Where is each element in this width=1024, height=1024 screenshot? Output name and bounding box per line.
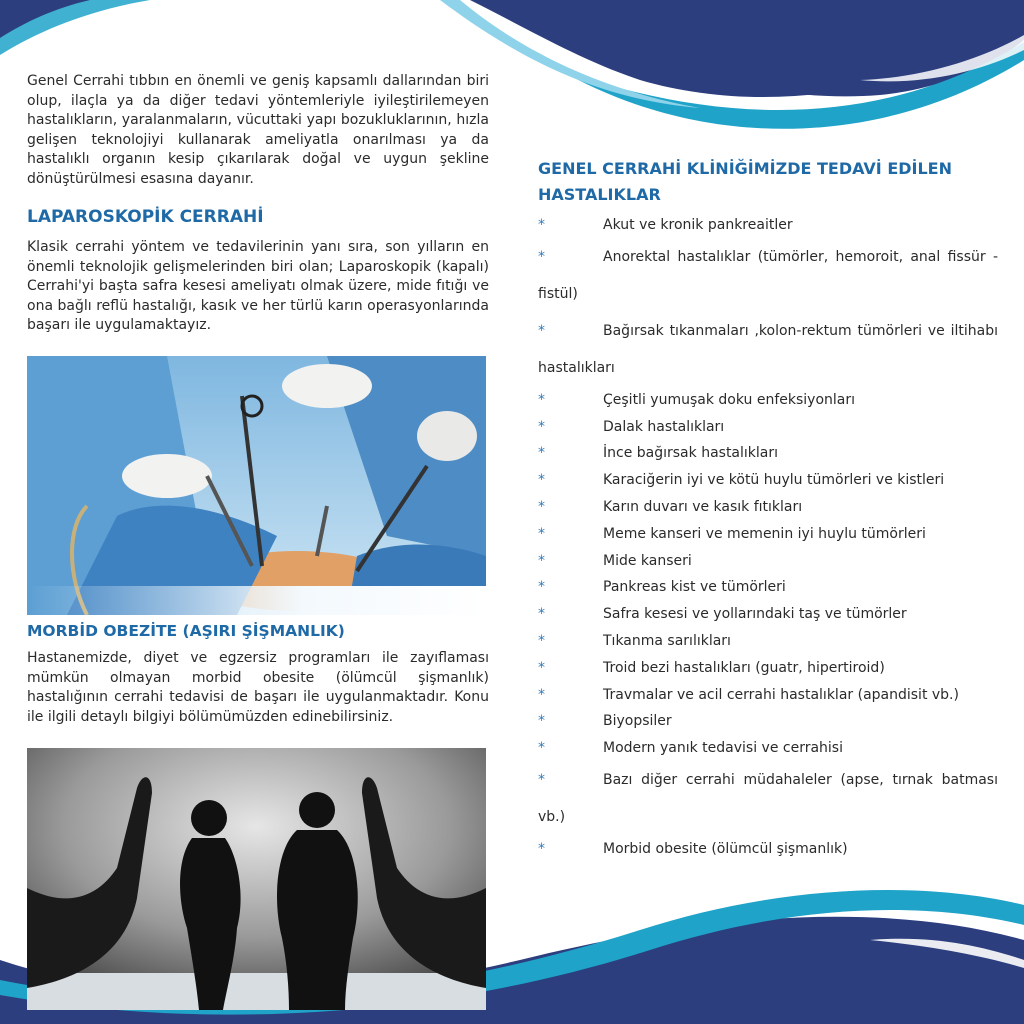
list-item: * Travmalar ve acil cerrahi hastalıklar (apandisit vb.) (538, 682, 998, 709)
bullet-star-icon: * (538, 606, 545, 623)
list-item: * Tıkanma sarılıkları (538, 628, 998, 655)
bullet-star-icon: * (538, 659, 545, 676)
diseases-list (538, 212, 998, 863)
bullet-star-icon: * (538, 498, 545, 515)
bullet-star-icon: * (538, 840, 545, 857)
list-item: * Akut ve kronik pankreaitler (538, 212, 998, 239)
list-item: * Modern yanık tedavisi ve cerrahisi (538, 735, 998, 762)
list-item: * Bağırsak tıkanmaları ,kolon-rektum tümörleri ve iltihabı hastalıkları (538, 313, 998, 387)
bullet-star-icon: * (538, 445, 545, 462)
obesity-silhouette-photo (27, 748, 486, 1010)
list-item: * Meme kanseri ve memenin iyi huylu tümörleri (538, 521, 998, 548)
bullet-star-icon: * (538, 579, 545, 596)
laparoscopic-surgery-photo (27, 356, 486, 615)
morbid-obesity-title: MORBİD OBEZİTE (AŞIRI ŞİŞMANLIK) (27, 622, 345, 640)
bullet-star-icon: * (538, 713, 545, 730)
bullet-star-icon: * (538, 391, 545, 408)
bullet-star-icon: * (538, 686, 545, 703)
bullet-star-icon: * (538, 740, 545, 757)
morbid-obesity-paragraph: Hastanemizde, diyet ve egzersiz programları ile zayıflaması mümkün olmayan morbid obesite (ölümcül şişmanlık) hastalığının cerrahi tedavisi de başarı ile uygulanmaktadır. Konu ile ilgili detaylı bilgiyi bölümümüzden edinebilirsiniz. (27, 650, 489, 725)
diseases-title: GENEL CERRAHİ KLİNİĞİMİZDE TEDAVİ EDİLEN HASTALIKLAR (538, 159, 952, 204)
list-item: * Pankreas kist ve tümörleri (538, 574, 998, 601)
list-item: * Mide kanseri (538, 548, 998, 575)
laparoscopy-title: LAPAROSKOPİK CERRAHİ (27, 207, 264, 227)
bullet-star-icon: * (538, 632, 545, 649)
list-item: * İnce bağırsak hastalıkları (538, 440, 998, 467)
laparoscopy-paragraph: Klasik cerrahi yöntem ve tedavilerinin yanı sıra, son yılların en önemli teknolojik gelişmelerinden biri olan; Laparoskopik (kapalı) Cerrahi'yi başta safra kesesi ameliyatı olmak üzere, mide fıtığı ve ona bağlı reflü hastalığı, kasık ve her türlü karın operasyonlarında başarı ile uygulamaktayız. (27, 239, 489, 333)
list-item: * Karaciğerin iyi ve kötü huylu tümörleri ve kistleri (538, 467, 998, 494)
list-item: * Dalak hastalıkları (538, 414, 998, 441)
intro-paragraph: Genel Cerrahi tıbbın en önemli ve geniş kapsamlı dallarından biri olup, ilaçla ya da diğer tedavi yöntemleriyle iyileştirilemeyen hastalıkların, yaralanmaların, vücuttaki yapı bozukluklarının, hızla gelişen teknolojiyi kullanarak ameliyatla onarılması ya da hastalıklı organın kesip çıkarılarak doğal ve uygun şekline dönüştürülmesi esasına dayanır. (27, 73, 489, 187)
bullet-star-icon: * (538, 771, 545, 788)
list-item: * Anorektal hastalıklar (tümörler, hemoroit, anal fissür - fistül) (538, 239, 998, 313)
bullet-star-icon: * (538, 217, 545, 233)
bullet-star-icon: * (538, 418, 545, 435)
list-item: * Safra kesesi ve yollarındaki taş ve tümörler (538, 601, 998, 628)
bullet-star-icon: * (538, 322, 545, 339)
bullet-star-icon: * (538, 472, 545, 489)
bullet-star-icon: * (538, 552, 545, 569)
list-item: * Bazı diğer cerrahi müdahaleler (apse, tırnak batması vb.) (538, 762, 998, 836)
list-item: * Karın duvarı ve kasık fıtıkları (538, 494, 998, 521)
list-item: * Biyopsiler (538, 708, 998, 735)
list-item: * Çeşitli yumuşak doku enfeksiyonları (538, 387, 998, 414)
list-item: * Troid bezi hastalıkları (guatr, hipertiroid) (538, 655, 998, 682)
list-item: * Morbid obesite (ölümcül şişmanlık) (538, 836, 998, 863)
bullet-star-icon: * (538, 248, 545, 265)
bullet-star-icon: * (538, 525, 545, 542)
